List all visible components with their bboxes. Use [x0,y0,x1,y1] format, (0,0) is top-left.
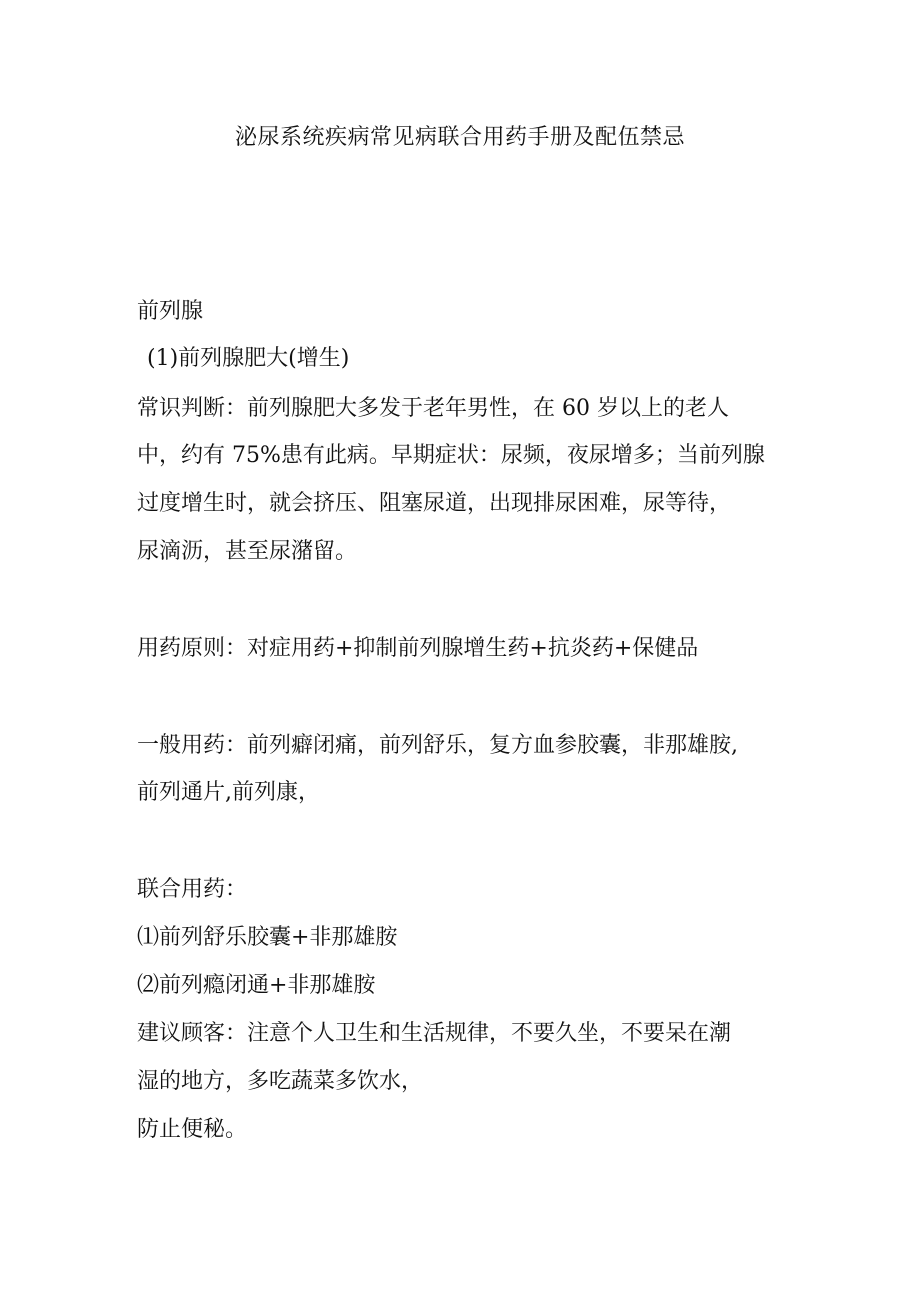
common-sense-line-4: 尿滴沥，甚至尿潴留。 [137,539,358,564]
combination-item-2: ⑵前列瘾闭通+非那雄胺 [137,973,376,998]
general-drugs-line-2: 前列通片,前列康， [137,780,320,805]
combination-item-1: ⑴前列舒乐胶囊+非那雄胺 [137,925,398,950]
medication-principle: 用药原则：对症用药+抑制前列腺增生药+抗炎药+保健品 [137,636,699,661]
document-title: 泌尿系统疾病常见病联合用药手册及配伍禁忌 [234,125,685,150]
common-sense-line-2: 中，约有 75%患有此病。早期症状：尿频，夜尿增多；当前列腺 [137,443,765,468]
advice-line-2: 湿的地方，多吃蔬菜多饮水， [137,1069,424,1094]
common-sense-line-3: 过度增生时，就会挤压、阻塞尿道，出现排尿困难，尿等待， [137,491,732,516]
section-heading: 前列腺 [137,299,204,324]
advice-line-3: 防止便秘。 [137,1117,248,1142]
combination-heading: 联合用药： [137,877,248,902]
advice-line-1: 建议顾客：注意个人卫生和生活规律，不要久坐，不要呆在潮 [137,1021,732,1046]
common-sense-line-1: 常识判断：前列腺肥大多发于老年男性，在 60 岁以上的老人 [137,396,729,421]
subsection-heading: (1)前列腺肥大(增生) [147,346,350,371]
general-drugs-line-1: 一般用药：前列癖闭痛，前列舒乐，复方血参胶囊，非那雄胺, [137,733,738,758]
